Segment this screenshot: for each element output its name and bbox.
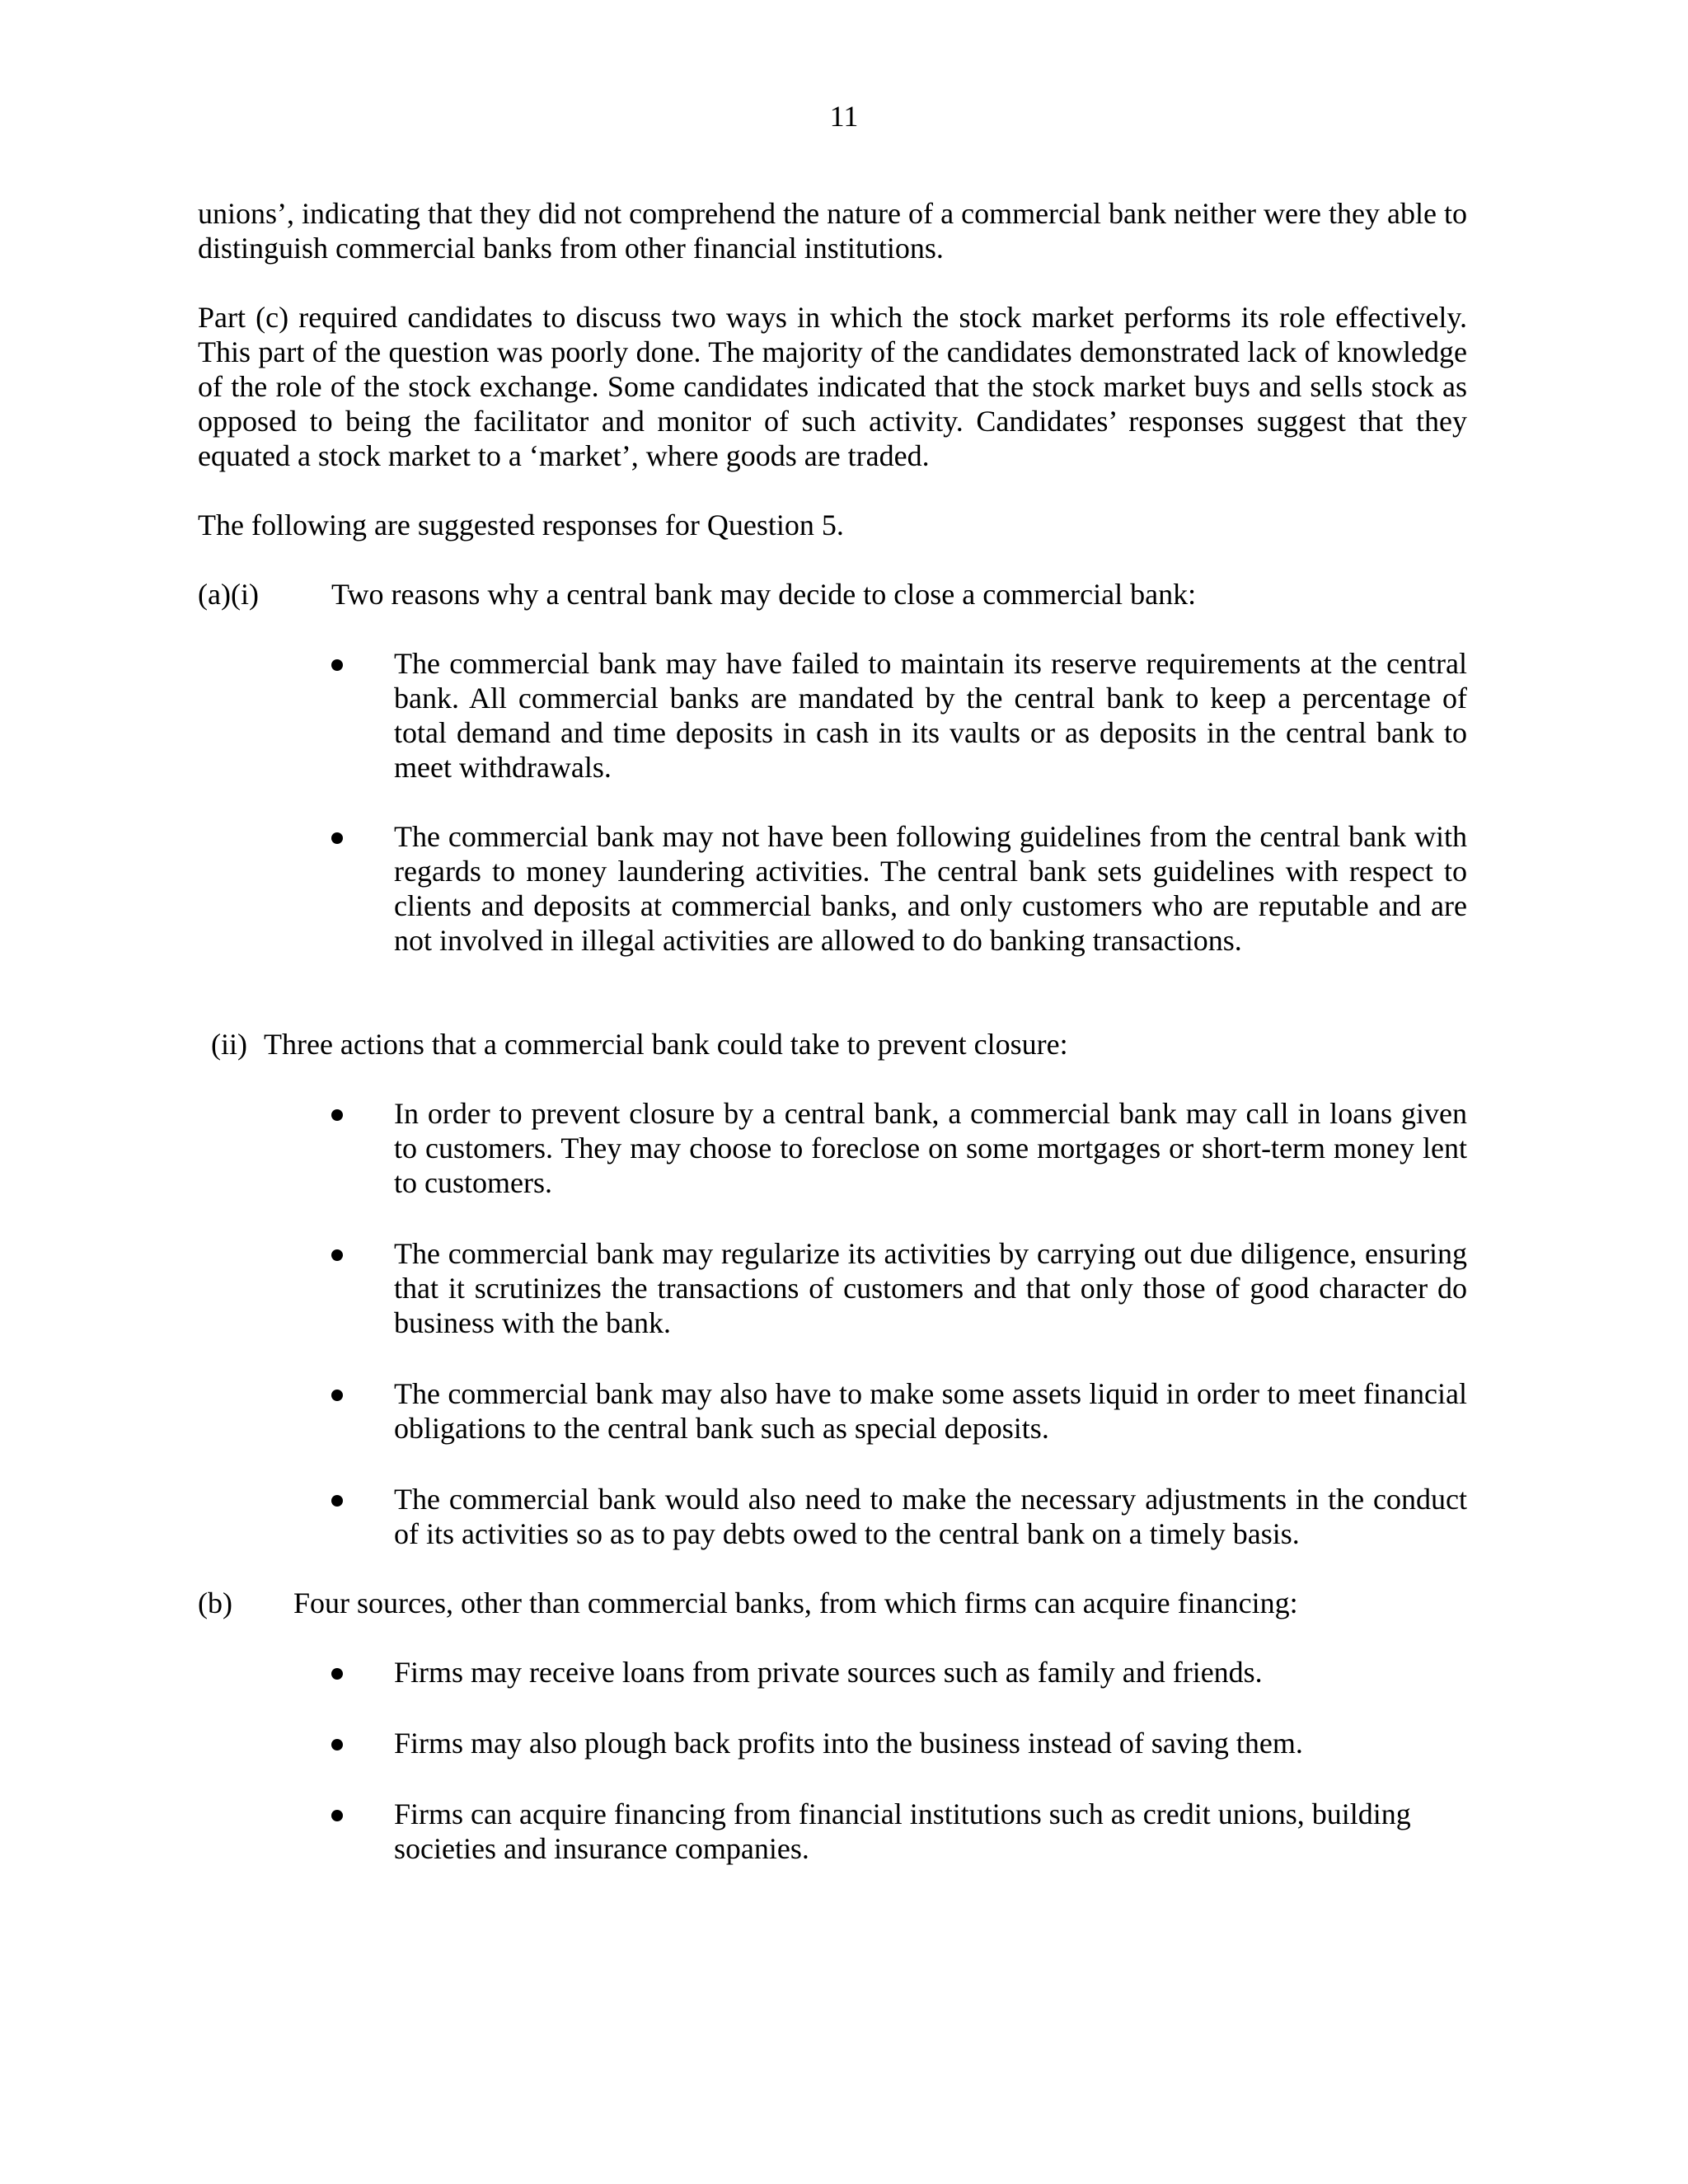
- section-a-ii-marker: (ii): [211, 1028, 247, 1061]
- bullet-icon: [331, 1390, 343, 1401]
- bullet-icon: [331, 1109, 343, 1121]
- section-a-i-marker: (a)(i): [198, 578, 259, 611]
- section-b-marker: (b): [198, 1586, 232, 1619]
- bullet-icon: [331, 1249, 343, 1261]
- bullet-icon: [331, 659, 343, 671]
- intro-paragraph-1: unions’, indicating that they did not comprehend the nature of a commercial bank neither were they able to distinguish commercial banks from other financial institutions.: [198, 197, 1467, 265]
- section-a-ii-heading: Three actions that a commercial bank could take to prevent closure:: [264, 1028, 1068, 1061]
- section-b-bullet-3: Firms can acquire financing from financial institutions such as credit unions, building societies and insurance companies.: [394, 1797, 1411, 1865]
- section-b-bullet-2: Firms may also plough back profits into the business instead of saving them.: [394, 1727, 1303, 1760]
- section-a-ii-bullet-4: The commercial bank would also need to make the necessary adjustments in the conduct of its activities so as to pay debts owed to the central bank on a timely basis.: [394, 1483, 1467, 1550]
- intro-paragraph-2: Part (c) required candidates to discuss two ways in which the stock market performs its role effectively. This part of the question was poorly done. The majority of the candidates demonstrated lack of knowledge of the role of the stock exchange. Some candidates indicated that the stock market buys and sells stock as opposed to being the facilitator and monitor of such activity. Candidates’ responses suggest that they equated a stock market to a ‘market’, where goods are traded.: [198, 301, 1467, 472]
- section-b-heading: Four sources, other than commercial banks, from which firms can acquire financing:: [293, 1586, 1298, 1619]
- section-a-ii-bullet-3: The commercial bank may also have to make some assets liquid in order to meet financial obligations to the central bank such as special deposits.: [394, 1377, 1467, 1445]
- page-number: 11: [829, 100, 859, 133]
- section-b-bullet-1: Firms may receive loans from private sources such as family and friends.: [394, 1656, 1263, 1689]
- section-a-i-heading: Two reasons why a central bank may decide to close a commercial bank:: [331, 578, 1197, 611]
- section-a-ii-bullet-1: In order to prevent closure by a central bank, a commercial bank may call in loans given to customers. They may choose to foreclose on some mortgages or short-term money lent to customers.: [394, 1097, 1467, 1199]
- bullet-icon: [331, 1668, 343, 1680]
- bullet-icon: [331, 1739, 343, 1750]
- section-a-ii-bullet-2: The commercial bank may regularize its activities by carrying out due diligence, ensuring that it scrutinizes the transactions of customers and that only those of good character do business with the bank.: [394, 1237, 1467, 1339]
- intro-paragraph-3: The following are suggested responses for Question 5.: [198, 509, 844, 541]
- bullet-icon: [331, 832, 343, 844]
- bullet-icon: [331, 1495, 343, 1507]
- section-a-i-bullet-1: The commercial bank may have failed to maintain its reserve requirements at the central bank. All commercial banks are mandated by the central bank to keep a percentage of total demand and time deposits in cash in its vaults or as deposits in the central bank to meet withdrawals.: [394, 647, 1467, 784]
- section-a-i-bullet-2: The commercial bank may not have been following guidelines from the central bank with regards to money laundering activities. The central bank sets guidelines with respect to clients and deposits at commercial banks, and only customers who are reputable and are not involved in illegal activities are allowed to do banking transactions.: [394, 820, 1467, 957]
- bullet-icon: [331, 1810, 343, 1821]
